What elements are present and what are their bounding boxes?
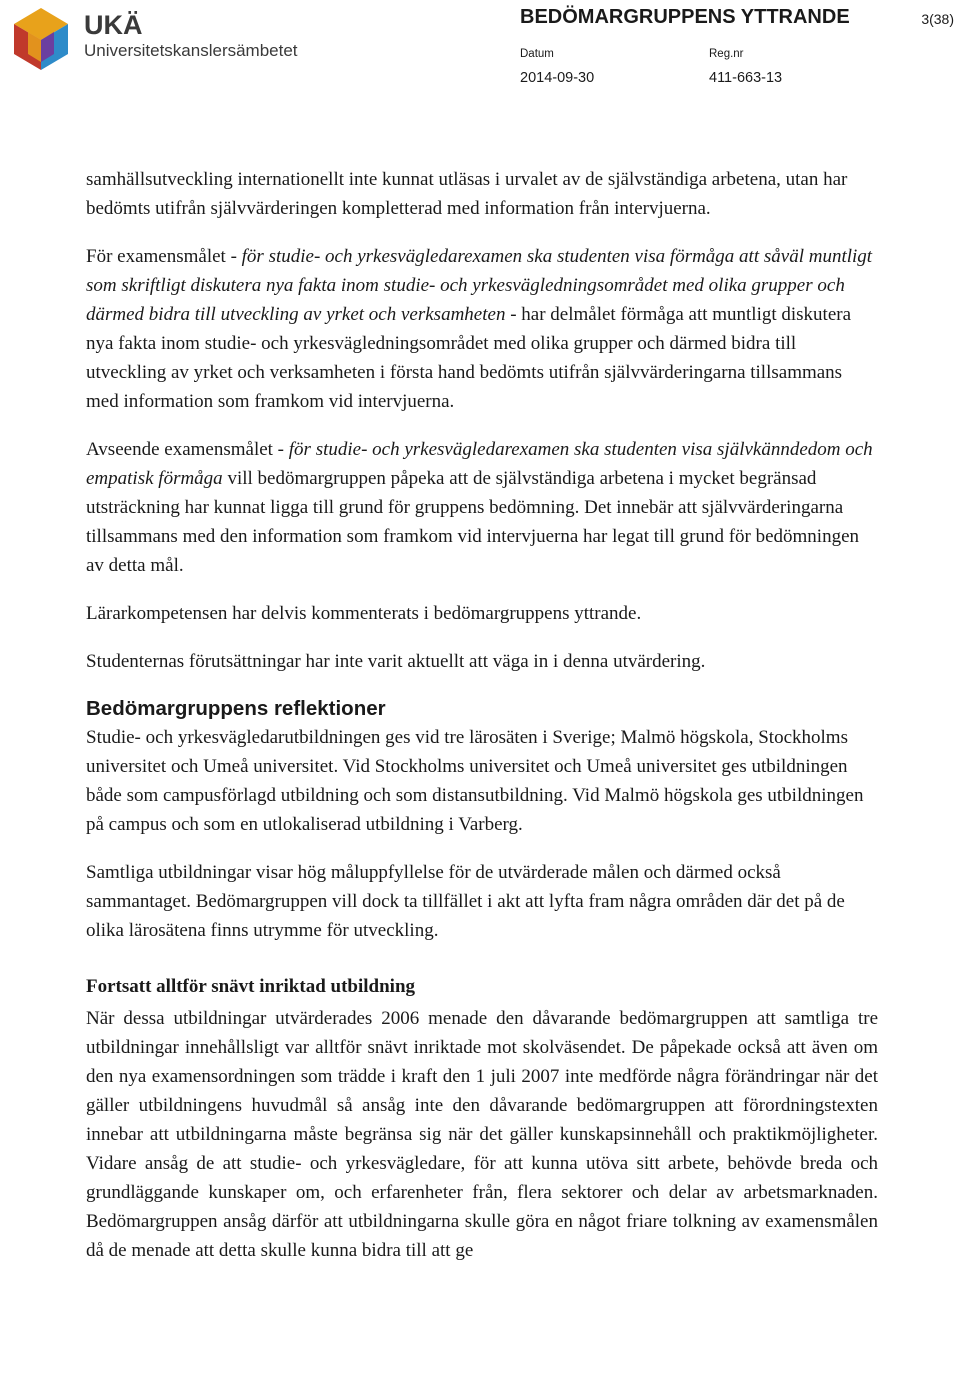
uka-logo-icon bbox=[10, 6, 72, 72]
document-type-title: BEDÖMARGRUPPENS YTTRANDE bbox=[520, 6, 850, 28]
org-full-name: Universitetskanslersämbetet bbox=[84, 41, 298, 60]
paragraph-2-lead: För examensmålet - bbox=[86, 246, 242, 267]
paragraph-3-lead: Avseende examensmålet - bbox=[86, 439, 289, 460]
reg-label: Reg.nr bbox=[709, 48, 744, 60]
date-value: 2014-09-30 bbox=[520, 70, 595, 86]
reg-value: 411-663-13 bbox=[709, 70, 783, 86]
paragraph-2-rest: - har delmålet förmåga att muntligt diskutera nya fakta inom studie- och yrkesvägledningsområdet med olika grupper och därmed bidra till utveckling av yrket och verksamheten i första hand bedömts utifrån självvärderingarna tillsammans med information som framkom vid intervjuerna. bbox=[86, 304, 852, 412]
paragraph-3-goal-quote: för studie- och yrkesvägledarexamen ska studenten visa självkänndedom och empatisk förmåga bbox=[86, 439, 873, 489]
date-label: Datum bbox=[520, 48, 554, 60]
paragraph-5: Studenternas förutsättningar har inte varit aktuellt att väga in i denna utvärdering. bbox=[86, 651, 706, 672]
document-body bbox=[86, 165, 878, 1265]
org-short-name: UKÄ bbox=[84, 10, 143, 40]
page-number: 3(38) bbox=[921, 11, 954, 27]
paragraph-2-goal-quote: för studie- och yrkesvägledarexamen ska studenten visa förmåga att såväl muntligt som skriftligt diskutera nya fakta inom studie- och yrkesvägledningsområdet med olika grupper och därmed bidra till utveckling av yrket och verksamheten bbox=[86, 246, 873, 325]
paragraph-7: Samtliga utbildningar visar hög måluppfyllelse för de utvärderade målen och därmed också sammantaget. Bedömargruppen vill dock ta tillfället i akt att lyfta fram några områden där det på de olika lärosätena finns utrymme för utveckling. bbox=[86, 862, 845, 941]
paragraph-1: samhällsutveckling internationellt inte kunnat utläsas i urvalet av de självständiga arbetena, utan har bedömts utifrån självvärderingen kompletterad med information från intervjuerna. bbox=[86, 169, 848, 219]
paragraph-8: När dessa utbildningar utvärderades 2006 menade den dåvarande bedömargruppen att samtliga tre utbildningar innehållsligt var alltför snävt inriktade mot skolväsendet. De påpekade också att även om den nya examensordningen som trädde i kraft den 1 juli 2007 inte medförde några förändringar när det gäller utbildningens huvudmål så ansåg inte den dåvarande bedömargruppen att förordningstexten innebar att utbildningarna måste begränsa sig när det gäller kunskapsinnehåll och praktikmöjligheter. Vidare ansåg de att studie- och yrkesvägledare, för att kunna utöva sitt arbete, behövde breda och grundläggande kunskaper om, och erfarenheter från, flera sektorer och delar av arbetsmarknaden. Bedömargruppen ansåg därför att utbildningarna skulle göra en något friare tolkning av examensmålen då de menade att detta skulle kunna bidra till att ge bbox=[86, 1008, 878, 1261]
paragraph-3-rest: vill bedömargruppen påpeka att de självständiga arbetena i mycket begränsad utsträckning har kunnat ligga till grund för gruppens bedömning. Det innebär att självvärderingarna tillsammans med den information som framkom vid intervjuerna har legat till grund för bedömningen av detta mål. bbox=[86, 468, 860, 576]
section-heading-reflections: Bedömargruppens reflektioner bbox=[86, 697, 386, 720]
paragraph-2 bbox=[86, 242, 878, 416]
paragraph-6: Studie- och yrkesvägledarutbildningen ges vid tre lärosäten i Sverige; Malmö högskola, Stockholms universitet och Umeå universitet. Vid Stockholms universitet och Umeå universitet ges utbildningen både som campusförlagd utbildning och som distansutbildning. Vid Malmö högskola ges utbildningen på campus och som en utlokaliserad utbildning i Varberg. bbox=[86, 727, 864, 835]
paragraph-4: Lärarkompetensen har delvis kommenterats i bedömargruppens yttrande. bbox=[86, 603, 642, 624]
paragraph-3 bbox=[86, 435, 878, 580]
section-heading-narrow-education: Fortsatt alltför snävt inriktad utbildning bbox=[86, 976, 416, 997]
